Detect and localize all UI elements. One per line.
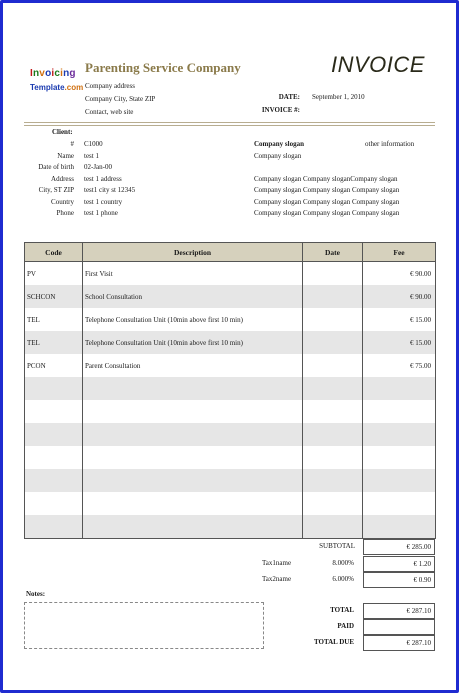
- client-value: 02-Jan-00: [84, 163, 112, 171]
- total-value: € 287.10: [363, 603, 435, 619]
- slogan-line: Company slogan: [254, 152, 302, 160]
- table-row: [25, 308, 436, 331]
- cell-date[interactable]: [303, 377, 363, 400]
- tax1-name: Tax1name: [262, 559, 292, 567]
- cell-date[interactable]: [303, 492, 363, 515]
- company-city: Company City, State ZIP: [85, 95, 156, 103]
- client-value: test1 city st 12345: [84, 186, 136, 194]
- cell-fee[interactable]: € 75.00: [363, 354, 436, 377]
- client-label: Phone: [56, 209, 74, 217]
- client-value: test 1 address: [84, 175, 122, 183]
- table-row: [25, 262, 436, 286]
- total-due-value: € 287.10: [363, 635, 435, 651]
- cell-code[interactable]: SCHCON: [25, 285, 83, 308]
- cell-fee[interactable]: [363, 446, 436, 469]
- cell-description[interactable]: [83, 515, 303, 539]
- table-row: [25, 469, 436, 492]
- table-row: [25, 400, 436, 423]
- cell-date[interactable]: [303, 308, 363, 331]
- client-value: test 1 phone: [84, 209, 118, 217]
- table-row: [25, 492, 436, 515]
- cell-code[interactable]: TEL: [25, 308, 83, 331]
- cell-fee[interactable]: € 15.00: [363, 331, 436, 354]
- cell-date[interactable]: [303, 400, 363, 423]
- cell-description[interactable]: [83, 492, 303, 515]
- client-value: test 1: [84, 152, 99, 160]
- client-value: C1000: [84, 140, 103, 148]
- cell-code[interactable]: [25, 423, 83, 446]
- company-contact: Contact, web site: [85, 108, 134, 116]
- column-header-fee: Fee: [363, 243, 436, 262]
- cell-date[interactable]: [303, 423, 363, 446]
- cell-date[interactable]: [303, 469, 363, 492]
- table-row: [25, 354, 436, 377]
- cell-date[interactable]: [303, 354, 363, 377]
- tax2-rate[interactable]: 6.000%: [332, 575, 354, 583]
- cell-description[interactable]: [83, 377, 303, 400]
- cell-fee[interactable]: € 90.00: [363, 262, 436, 286]
- client-label: #: [70, 140, 74, 148]
- total-label: TOTAL: [330, 606, 354, 614]
- cell-code[interactable]: [25, 400, 83, 423]
- cell-description[interactable]: [83, 423, 303, 446]
- cell-fee[interactable]: [363, 492, 436, 515]
- tax2-value: € 0.90: [363, 572, 435, 588]
- tax2-name: Tax2name: [262, 575, 292, 583]
- cell-date[interactable]: [303, 285, 363, 308]
- cell-description[interactable]: [83, 400, 303, 423]
- table-row: [25, 285, 436, 308]
- total-due-label: TOTAL DUE: [313, 638, 354, 646]
- table-header-row: [25, 243, 436, 262]
- cell-description[interactable]: First Visit: [83, 262, 303, 286]
- invoice-number-label: INVOICE #:: [261, 106, 300, 114]
- logo-template: Template.com: [30, 83, 84, 92]
- column-header-description: Description: [83, 243, 303, 262]
- client-label: City, ST ZIP: [38, 186, 74, 194]
- cell-code[interactable]: PV: [25, 262, 83, 286]
- invoice-title: INVOICE: [331, 52, 425, 77]
- slogan-line: Company slogan Company slogan Company slogan: [254, 186, 400, 194]
- subtotal-label: SUBTOTAL: [319, 542, 355, 550]
- slogan-line: Company slogan Company slogan Company slogan: [254, 198, 400, 206]
- column-header-date: Date: [303, 243, 363, 262]
- client-heading: Client:: [52, 128, 73, 136]
- slogan-heading: Company slogan: [254, 140, 304, 148]
- cell-description[interactable]: Telephone Consultation Unit (10min above first 10 min): [83, 308, 303, 331]
- client-label: Country: [51, 198, 74, 206]
- cell-fee[interactable]: [363, 377, 436, 400]
- cell-date[interactable]: [303, 331, 363, 354]
- paid-label: PAID: [337, 622, 354, 630]
- tax1-rate[interactable]: 8.000%: [332, 559, 354, 567]
- cell-date[interactable]: [303, 446, 363, 469]
- date-value: September 1, 2010: [312, 93, 365, 101]
- cell-code[interactable]: [25, 515, 83, 539]
- client-label: Address: [51, 175, 74, 183]
- cell-fee[interactable]: € 90.00: [363, 285, 436, 308]
- paid-value[interactable]: [363, 619, 435, 635]
- separator: [24, 125, 435, 126]
- cell-description[interactable]: Telephone Consultation Unit (10min above first 10 min): [83, 331, 303, 354]
- client-label: Date of birth: [38, 163, 74, 171]
- cell-code[interactable]: [25, 377, 83, 400]
- table-row: [25, 331, 436, 354]
- cell-code[interactable]: PCON: [25, 354, 83, 377]
- logo-invoicing: Invoicing: [30, 68, 76, 79]
- subtotal-value: € 285.00: [363, 539, 435, 555]
- table-row: [25, 446, 436, 469]
- date-label: DATE:: [278, 93, 300, 101]
- notes-field[interactable]: [24, 602, 264, 649]
- slogan-line: Company slogan Company slogan Company slogan: [254, 209, 400, 217]
- table-row: [25, 377, 436, 400]
- cell-date[interactable]: [303, 262, 363, 286]
- separator: [24, 122, 435, 123]
- cell-fee[interactable]: [363, 515, 436, 539]
- cell-fee[interactable]: [363, 400, 436, 423]
- cell-fee[interactable]: [363, 423, 436, 446]
- cell-fee[interactable]: [363, 469, 436, 492]
- cell-description[interactable]: [83, 469, 303, 492]
- cell-fee[interactable]: € 15.00: [363, 308, 436, 331]
- company-address: Company address: [85, 82, 135, 90]
- table-row: [25, 515, 436, 539]
- cell-code[interactable]: [25, 446, 83, 469]
- column-header-code: Code: [25, 243, 83, 262]
- cell-date[interactable]: [303, 515, 363, 539]
- table-row: [25, 423, 436, 446]
- cell-code[interactable]: TEL: [25, 331, 83, 354]
- client-label: Name: [57, 152, 74, 160]
- cell-code[interactable]: [25, 492, 83, 515]
- items-table: [24, 242, 436, 539]
- cell-description[interactable]: School Consultation: [83, 285, 303, 308]
- notes-label: Notes:: [26, 590, 46, 598]
- other-information: other information: [365, 140, 415, 148]
- cell-description[interactable]: [83, 446, 303, 469]
- client-value: test 1 country: [84, 198, 123, 206]
- cell-description[interactable]: Parent Consultation: [83, 354, 303, 377]
- slogan-line: Company slogan Company sloganCompany slogan: [254, 175, 398, 183]
- company-name: Parenting Service Company: [85, 60, 241, 75]
- tax1-value: € 1.20: [363, 556, 435, 572]
- cell-code[interactable]: [25, 469, 83, 492]
